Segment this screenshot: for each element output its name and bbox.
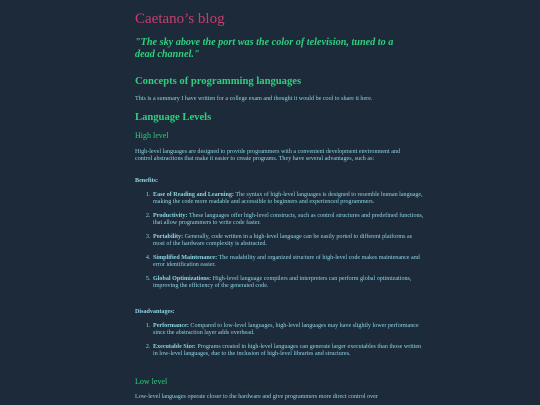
- subheading-high-level: High level: [135, 131, 169, 140]
- benefit-title: Global Optimizations:: [153, 275, 212, 282]
- benefit-title: Portability:: [153, 233, 184, 240]
- blog-title-link[interactable]: Caetano’s blog: [135, 11, 225, 27]
- disadvantage-text: Programs created in high-level languages can generate larger executables than those written in low-level languages, due to the inclusion of high-level libraries and structures.: [153, 343, 422, 358]
- disadvantages-list: [135, 323, 424, 365]
- benefit-text: The syntax of high-level languages is designed to resemble human language, making the code more readable and accessible to beginners and experienced programmers.: [153, 192, 423, 206]
- list-item: [152, 234, 424, 249]
- post-summary: This is a summary I have written for a college exam and thought it would be cool to share it here.: [135, 96, 373, 102]
- benefits-label: Benefits:: [135, 178, 159, 184]
- benefit-text: The readability and organized structure of high-level code makes maintenance and error identification easier.: [153, 254, 420, 268]
- list-item: [152, 192, 424, 207]
- high-level-intro: High-level languages are designed to provide programmers with a convenient development environment and control abstractions that make it easier to create programs. They have several advantages, such as:: [135, 149, 400, 163]
- benefit-title: Simplified Maintenance:: [153, 254, 218, 261]
- benefit-title: Ease of Reading and Learning:: [153, 192, 234, 198]
- blog-tagline: "The sky above the port was the color of television, tuned to a dead channel.": [135, 37, 394, 60]
- disadvantage-title: Performance:: [153, 323, 189, 329]
- list-item: [152, 323, 424, 338]
- benefit-text: High-level language compilers and interpreters can perform global optimizations, improving the efficiency of the generated code.: [153, 275, 412, 289]
- disadvantages-label: Disadvantages:: [135, 309, 175, 315]
- benefit-text: These languages offer high-level constructs, such as control structures and predefined functions, that allow programmers to write code faster.: [153, 212, 424, 227]
- list-item: [152, 213, 424, 228]
- section-heading-language-levels: Language Levels: [135, 112, 212, 123]
- low-level-intro: Low-level languages operate closer to the hardware and give programmers more direct control over: [135, 394, 378, 400]
- subheading-low-level: Low level: [135, 377, 168, 386]
- disadvantage-text: Compared to low-level languages, high-level languages may have slightly lower performance since the abstraction layer adds overhead.: [153, 323, 419, 337]
- benefits-list: [135, 192, 424, 296]
- disadvantage-title: Executable Size:: [153, 343, 196, 350]
- list-item: [152, 276, 424, 291]
- benefit-title: Productivity:: [153, 212, 188, 219]
- post-title: Concepts of programming languages: [135, 76, 302, 87]
- list-item: [152, 344, 424, 359]
- list-item: [152, 255, 424, 270]
- benefit-text: Generally, code written in a high-level language can be easily ported to different platforms as most of the hardware complexity is abstracted.: [153, 233, 413, 248]
